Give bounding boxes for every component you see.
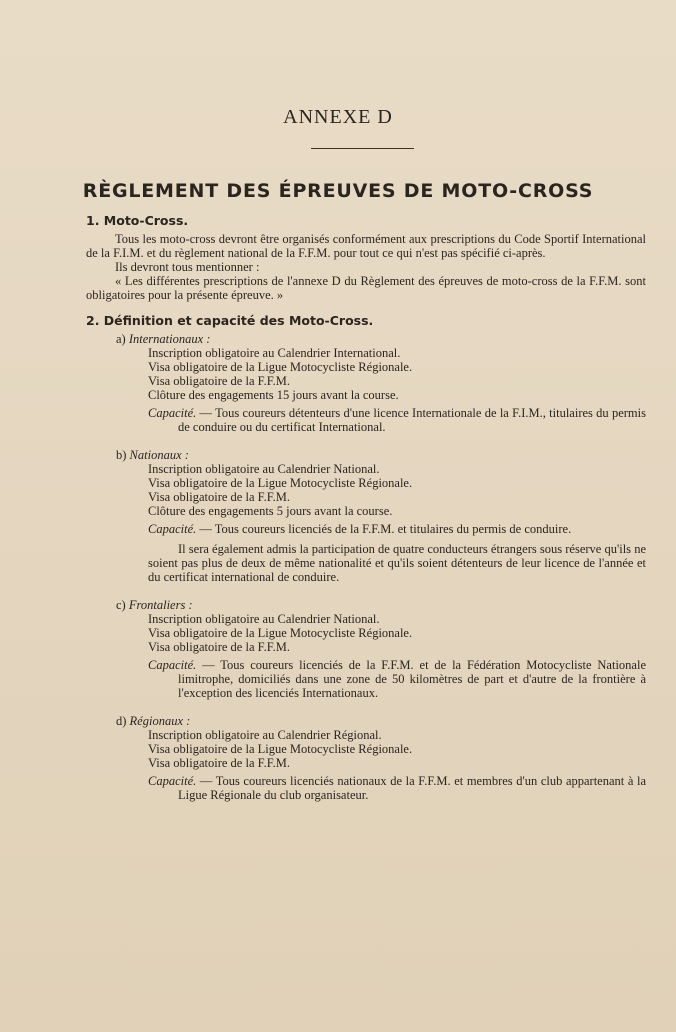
annex-title: ANNEXE D	[283, 106, 393, 128]
subsection-d-letter: d)	[116, 714, 127, 728]
subsection-c-letter: c)	[116, 598, 126, 612]
capacity-text: — Tous coureurs licenciés de la F.F.M. et de la Fédération Motocycliste Nationale limitrophe, domiciliés dans une zone de 50 kilomètres de part et d'autre de la frontière à l'exception des licenciés Internationaux.	[178, 658, 646, 700]
subsection-b-line: Inscription obligatoire au Calendrier National.	[148, 462, 380, 476]
capacity-label: Capacité.	[148, 774, 197, 788]
document-body	[86, 214, 646, 802]
subsection-a-line: Visa obligatoire de la Ligue Motocycliste Régionale.	[148, 360, 413, 374]
subsection-b-line: Clôture des engagements 5 jours avant la course.	[148, 504, 393, 518]
subsection-b-heading	[116, 448, 646, 462]
capacity-label: Capacité.	[148, 658, 197, 672]
main-title: RÈGLEMENT DES ÉPREUVES DE MOTO-CROSS	[82, 180, 594, 202]
subsection-c-line: Visa obligatoire de la Ligue Motocycliste Régionale.	[148, 626, 413, 640]
subsection-a-capacity	[148, 406, 646, 434]
capacity-label: Capacité.	[148, 406, 197, 420]
subsection-c-heading	[116, 598, 646, 612]
subsection-d-title: Régionaux :	[129, 714, 191, 728]
subsection-a-line: Inscription obligatoire au Calendrier International.	[148, 346, 401, 360]
capacity-text: — Tous coureurs détenteurs d'une licence Internationale de la F.I.M., titulaires du permis de conduire ou du certificat International.	[178, 406, 646, 434]
subsection-b-line: Visa obligatoire de la F.F.M.	[148, 490, 291, 504]
subsection-d-line: Visa obligatoire de la F.F.M.	[148, 756, 291, 770]
section-1-heading: 1. Moto-Cross.	[86, 213, 189, 228]
section-1-paragraph-3: « Les différentes prescriptions de l'annexe D du Règlement des épreuves de moto-cross de la F.F.M. sont obligatoires pour la présente épreuve. »	[86, 274, 646, 302]
subsection-a-letter: a)	[116, 332, 126, 346]
capacity-label: Capacité.	[148, 522, 197, 536]
subsection-b-line: Visa obligatoire de la Ligue Motocycliste Régionale.	[148, 476, 413, 490]
subsection-a-title: Internationaux :	[128, 332, 211, 346]
subsection-d-heading	[116, 714, 646, 728]
subsection-b-letter: b)	[116, 448, 127, 462]
subsection-b-title: Nationaux :	[129, 448, 189, 462]
subsection-a-line: Visa obligatoire de la F.F.M.	[148, 374, 291, 388]
capacity-text: — Tous coureurs licenciés de la F.F.M. et titulaires du permis de conduire.	[196, 522, 572, 536]
section-1-paragraph-1: Tous les moto-cross devront être organisés conformément aux prescriptions du Code Sportif International de la F.I.M. et du règlement national de la F.F.M. pour tout ce qui n'est pas spécifié ci-après.	[86, 232, 646, 260]
capacity-text: — Tous coureurs licenciés nationaux de la F.F.M. et membres d'un club appartenant à la Ligue Régionale du club organisateur.	[178, 774, 646, 802]
subsection-d-line: Visa obligatoire de la Ligue Motocycliste Régionale.	[148, 742, 413, 756]
title-divider	[311, 148, 414, 149]
subsection-b-capacity	[148, 522, 646, 536]
subsection-d-line: Inscription obligatoire au Calendrier Régional.	[148, 728, 382, 742]
section-1-paragraph-2: Ils devront tous mentionner :	[115, 260, 260, 274]
section-2-heading: 2. Définition et capacité des Moto-Cross.	[86, 313, 374, 328]
subsection-c-title: Frontaliers :	[128, 598, 193, 612]
subsection-a-line: Clôture des engagements 15 jours avant la course.	[148, 388, 399, 402]
subsection-c-capacity	[148, 658, 646, 700]
subsection-c-line: Inscription obligatoire au Calendrier National.	[148, 612, 380, 626]
subsection-b-extra-paragraph: Il sera également admis la participation de quatre conducteurs étrangers sous réserve qu'ils ne soient pas plus de deux de même nationalité et qu'ils soient détenteurs de leur licence de l'année et du certificat international de conduire.	[148, 542, 646, 584]
subsection-a-heading	[116, 332, 646, 346]
subsection-c-line: Visa obligatoire de la F.F.M.	[148, 640, 291, 654]
subsection-d-capacity	[148, 774, 646, 802]
